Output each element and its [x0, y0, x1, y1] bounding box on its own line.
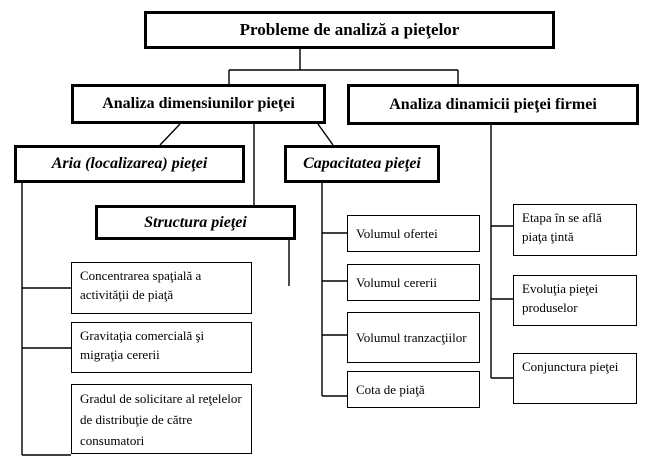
structura-text: Structura pieţei [144, 213, 247, 231]
connector-b1-to-capacitatea [318, 124, 333, 145]
capacitatea-item-3 [347, 312, 480, 363]
capacitatea-text: Capacitatea pieţei [303, 155, 421, 172]
aria-item-2 [71, 322, 252, 373]
aria-box [14, 145, 245, 183]
dinamica-item-3-text: Conjunctura pieţei [522, 359, 619, 374]
branch-dinamica-box [347, 84, 639, 125]
capacitatea-item-1 [347, 215, 480, 252]
capacitatea-box [284, 145, 440, 183]
dinamica-item-1 [513, 204, 637, 256]
aria-item-1 [71, 262, 252, 314]
dinamica-item-2-text: Evoluţia pieţei produselor [522, 281, 599, 315]
title-text: Probleme de analiză a pieţelor [239, 20, 460, 39]
capacitatea-item-2 [347, 264, 480, 301]
dinamica-item-1-text: Etapa în se află piaţa ţintă [522, 210, 602, 244]
title-box [144, 11, 555, 49]
branch-dinamica-text: Analiza dinamicii pieţei firmei [389, 95, 597, 113]
branch-dimensiuni-box [71, 84, 326, 124]
dinamica-item-2 [513, 275, 637, 326]
connector-b1-to-aria [160, 124, 180, 145]
capacitatea-item-4 [347, 371, 480, 408]
aria-item-2-text: Gravitaţia comercială şi migraţia cererii [80, 328, 205, 362]
aria-item-3 [71, 384, 252, 454]
capacitatea-item-1-text: Volumul ofertei [356, 226, 438, 241]
aria-text: Aria (localizarea) pieţei [51, 155, 208, 172]
capacitatea-item-4-text: Cota de piaţă [356, 382, 425, 397]
capacitatea-item-3-text: Volumul tranzacţiilor [356, 330, 467, 345]
dinamica-item-3 [513, 353, 637, 404]
branch-dimensiuni-text: Analiza dimensiunilor pieţei [102, 95, 295, 112]
structura-box [95, 205, 296, 240]
aria-item-3-text: Gradul de solicitare al reţelelor de distribuţie de către consumatori [80, 391, 242, 448]
capacitatea-item-2-text: Volumul cererii [356, 275, 437, 290]
aria-item-1-text: Concentrarea spaţială a activităţii de piaţă [80, 268, 202, 302]
